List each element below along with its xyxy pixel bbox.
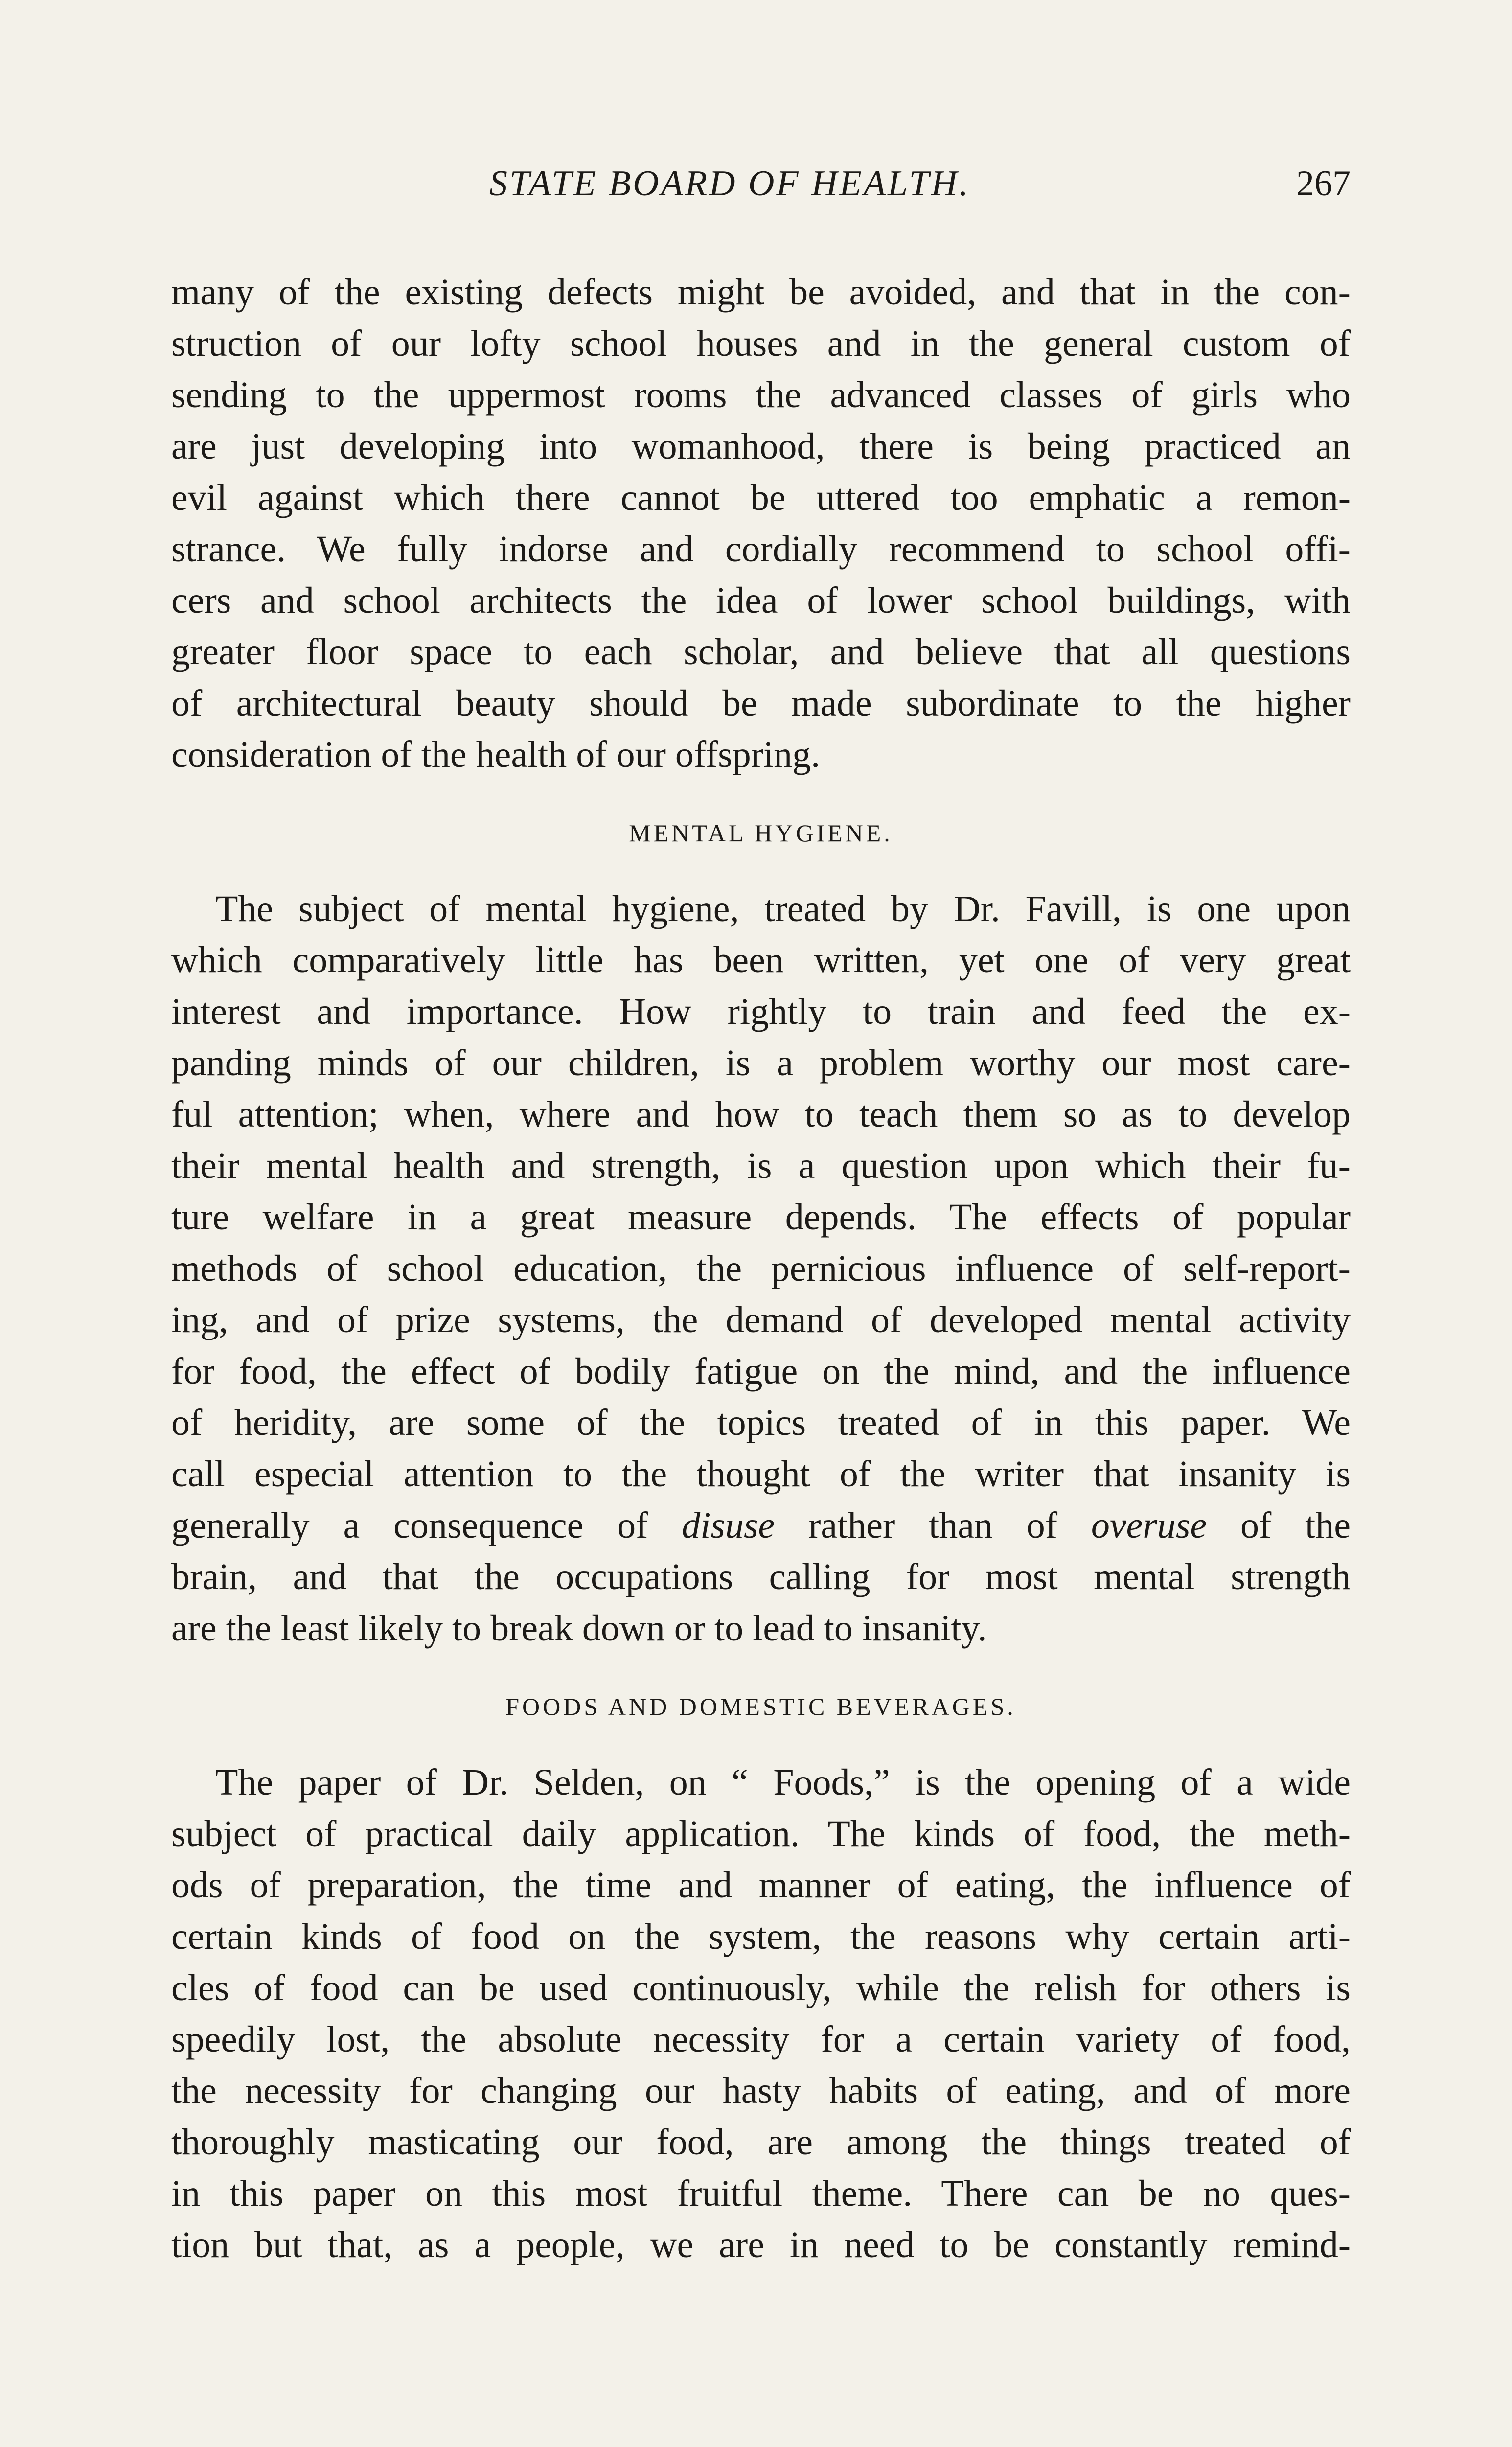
text-line: ing, and of prize systems, the demand of developed mental activity — [171, 1299, 1351, 1340]
body-text — [171, 267, 1351, 2271]
text-line: of heridity, are some of the topics treated of in this paper. We — [171, 1402, 1351, 1443]
text-line: ture welfare in a great measure depends. The effects of popular — [171, 1197, 1351, 1238]
text-line: their mental health and strength, is a question upon which their fu- — [171, 1145, 1351, 1186]
text-segment: rather than of — [808, 1505, 1058, 1546]
text-line: strance. We fully indorse and cordially recommend to school offi- — [171, 529, 1351, 570]
text-line: ods of preparation, the time and manner of eating, the influence of — [171, 1865, 1351, 1906]
text-line: for food, the effect of bodily fatigue on the mind, and the influence — [171, 1351, 1351, 1392]
paragraph-foods — [171, 1757, 1351, 2271]
text-line: cles of food can be used continuously, while the relish for others is — [171, 1967, 1351, 2008]
paragraph-mental-hygiene — [171, 883, 1351, 1654]
text-line: speedily lost, the absolute necessity for a certain variety of food, — [171, 2019, 1351, 2060]
text-line: are just developing into womanhood, there is being practiced an — [171, 426, 1351, 467]
text-line: are the least likely to break down or to lead to insanity. — [171, 1608, 987, 1649]
text-line: consideration of the health of our offspring. — [171, 734, 821, 775]
text-line: tion but that, as a people, we are in need to be constantly remind- — [171, 2224, 1351, 2265]
text-segment: of the — [1240, 1505, 1351, 1546]
text-line: struction of our lofty school houses and in the general custom of — [171, 323, 1351, 364]
text-line: greater floor space to each scholar, and believe that all questions — [171, 631, 1351, 672]
text-line: panding minds of our children, is a problem worthy our most care- — [171, 1042, 1351, 1084]
section-heading-foods: FOODS AND DOMESTIC BEVERAGES. — [505, 1693, 1016, 1720]
text-line-with-emphasis — [171, 1500, 1351, 1551]
text-line: the necessity for changing our hasty habits of eating, and of more — [171, 2070, 1351, 2111]
text-line: of architectural beauty should be made subordinate to the higher — [171, 683, 1351, 724]
emphasis-disuse: disuse — [682, 1505, 775, 1546]
text-line: certain kinds of food on the system, the reasons why certain arti- — [171, 1916, 1351, 1957]
text-line: The subject of mental hygiene, treated by Dr. Favill, is one upon — [215, 888, 1351, 929]
text-line: methods of school education, the pernicious influence of self-report- — [171, 1248, 1351, 1289]
section-heading-mental-hygiene: MENTAL HYGIENE. — [629, 819, 893, 847]
text-line: evil against which there cannot be uttered too emphatic a remon- — [171, 477, 1351, 518]
text-line: cers and school architects the idea of lower school buildings, with — [171, 580, 1351, 621]
running-title: STATE BOARD OF HEALTH. — [489, 163, 970, 204]
text-line: thoroughly masticating our food, are among the things treated of — [171, 2122, 1351, 2163]
text-line: many of the existing defects might be avoided, and that in the con- — [171, 272, 1351, 313]
text-line: brain, and that the occupations calling for most mental strength — [171, 1556, 1351, 1597]
text-line: ful attention; when, where and how to teach them so as to develop — [171, 1094, 1351, 1135]
text-segment: generally a consequence of — [171, 1505, 648, 1546]
text-line: in this paper on this most fruitful theme. There can be no ques- — [171, 2173, 1351, 2214]
text-line: subject of practical daily application. The kinds of food, the meth- — [171, 1813, 1351, 1854]
emphasis-overuse: overuse — [1091, 1505, 1207, 1546]
running-header — [171, 157, 1351, 210]
text-line: interest and importance. How rightly to train and feed the ex- — [171, 991, 1351, 1032]
text-line: The paper of Dr. Selden, on “ Foods,” is the opening of a wide — [215, 1762, 1351, 1803]
page-number: 267 — [1296, 163, 1351, 204]
text-line: which comparatively little has been written, yet one of very great — [171, 940, 1351, 981]
text-line: sending to the uppermost rooms the advanced classes of girls who — [171, 374, 1351, 416]
paragraph-continuation — [171, 267, 1351, 781]
text-line: call especial attention to the thought of the writer that insanity is — [171, 1454, 1351, 1495]
